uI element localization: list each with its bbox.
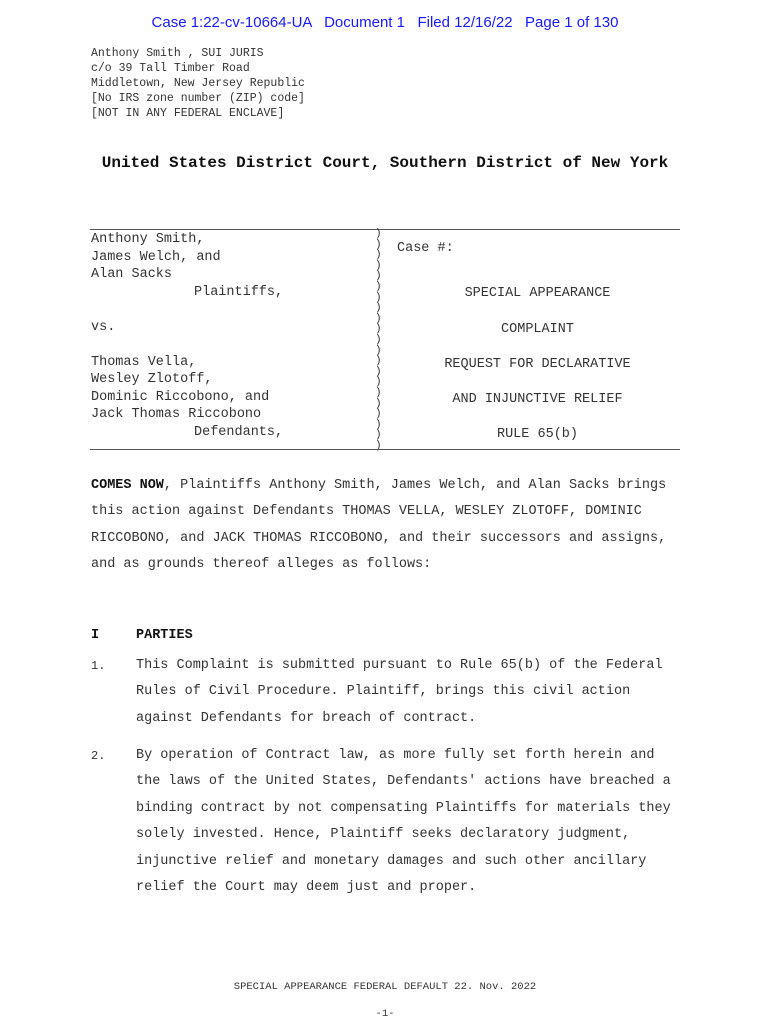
versus-label: vs. — [91, 319, 116, 335]
document-title-line: SPECIAL APPEARANCE — [464, 286, 611, 301]
defendant-name: Thomas Vella, — [91, 354, 197, 370]
caption-parties — [91, 231, 283, 441]
address-line: c/o 39 Tall Timber Road — [91, 62, 250, 75]
page-footer: SPECIAL APPEARANCE FEDERAL DEFAULT 22. Nov. 2022 — [233, 981, 537, 993]
address-line: [No IRS zone number (ZIP) code] — [91, 92, 305, 105]
paragraph-text: By operation of Contract law, as more fully set forth herein and the laws of the United States, Defendants' actions have breached a binding contract by not compensating Plaintiffs for materials they solely invested. Hence, Plaintiff seeks declaratory judgment, injunctive relief and monetary damages and such other ancillary relief the Court may deem just and proper. — [136, 748, 671, 896]
document-title-line: RULE 65(b) — [496, 427, 578, 442]
plaintiffs-label: Plaintiffs, — [194, 284, 284, 300]
plaintiff-name: Anthony Smith, — [91, 232, 205, 247]
document-title-line: REQUEST FOR DECLARATIVE — [444, 357, 631, 372]
case-number-label: Case #: — [397, 241, 454, 256]
paragraph-number: 1. — [91, 659, 106, 673]
defendant-name: Wesley Zlotoff, — [91, 372, 213, 387]
address-line: Anthony Smith , SUI JURIS — [91, 47, 264, 60]
address-line: Middletown, New Jersey Republic — [91, 77, 305, 90]
caption-paren-divider: ) ) ) ) ) ) ) ) ) ) ) ) ) ) ) ) ) ) ) ) ) — [375, 228, 382, 452]
paragraph-text: This Complaint is submitted pursuant to Rule 65(b) of the Federal Rules of Civil Procedure. Plaintiff, brings this civil action against Defendants for breach of contract. — [136, 658, 663, 726]
paragraph-number: 2. — [91, 749, 106, 763]
defendant-name: Jack Thomas Riccobono — [91, 407, 262, 422]
defendant-name: Dominic Riccobono, and — [91, 389, 270, 405]
section-number: I — [91, 628, 100, 643]
case-stamp-header: Case 1:22-cv-10664-UA Document 1 Filed 12/16/22 Page 1 of 130 — [151, 14, 619, 31]
intro-lead: COMES NOW — [91, 478, 164, 493]
page-number: -1- — [375, 1008, 395, 1020]
section-title: PARTIES — [136, 628, 193, 643]
caption-top-rule — [90, 229, 680, 230]
intro-text: , Plaintiffs Anthony Smith, James Welch, and Alan Sacks brings this action against Defendants THOMAS VELLA, WESLEY ZLOTOFF, DOMINIC RICCOBONO, and JACK THOMAS RICCOBONO, and their successors and assigns, and as grounds thereof alleges as follows: — [91, 478, 667, 573]
plaintiff-address-block — [91, 46, 305, 121]
document-title-line: COMPLAINT — [501, 322, 574, 337]
intro-paragraph — [91, 473, 681, 579]
court-title: United States District Court, Southern District of New York — [101, 154, 669, 172]
plaintiff-name: Alan Sacks — [91, 267, 173, 282]
plaintiff-name: James Welch, and — [91, 249, 221, 265]
caption-bottom-rule — [90, 449, 680, 450]
defendants-label: Defendants, — [194, 424, 284, 440]
address-line: [NOT IN ANY FEDERAL ENCLAVE] — [91, 107, 285, 120]
document-title-line: AND INJUNCTIVE RELIEF — [452, 392, 623, 407]
